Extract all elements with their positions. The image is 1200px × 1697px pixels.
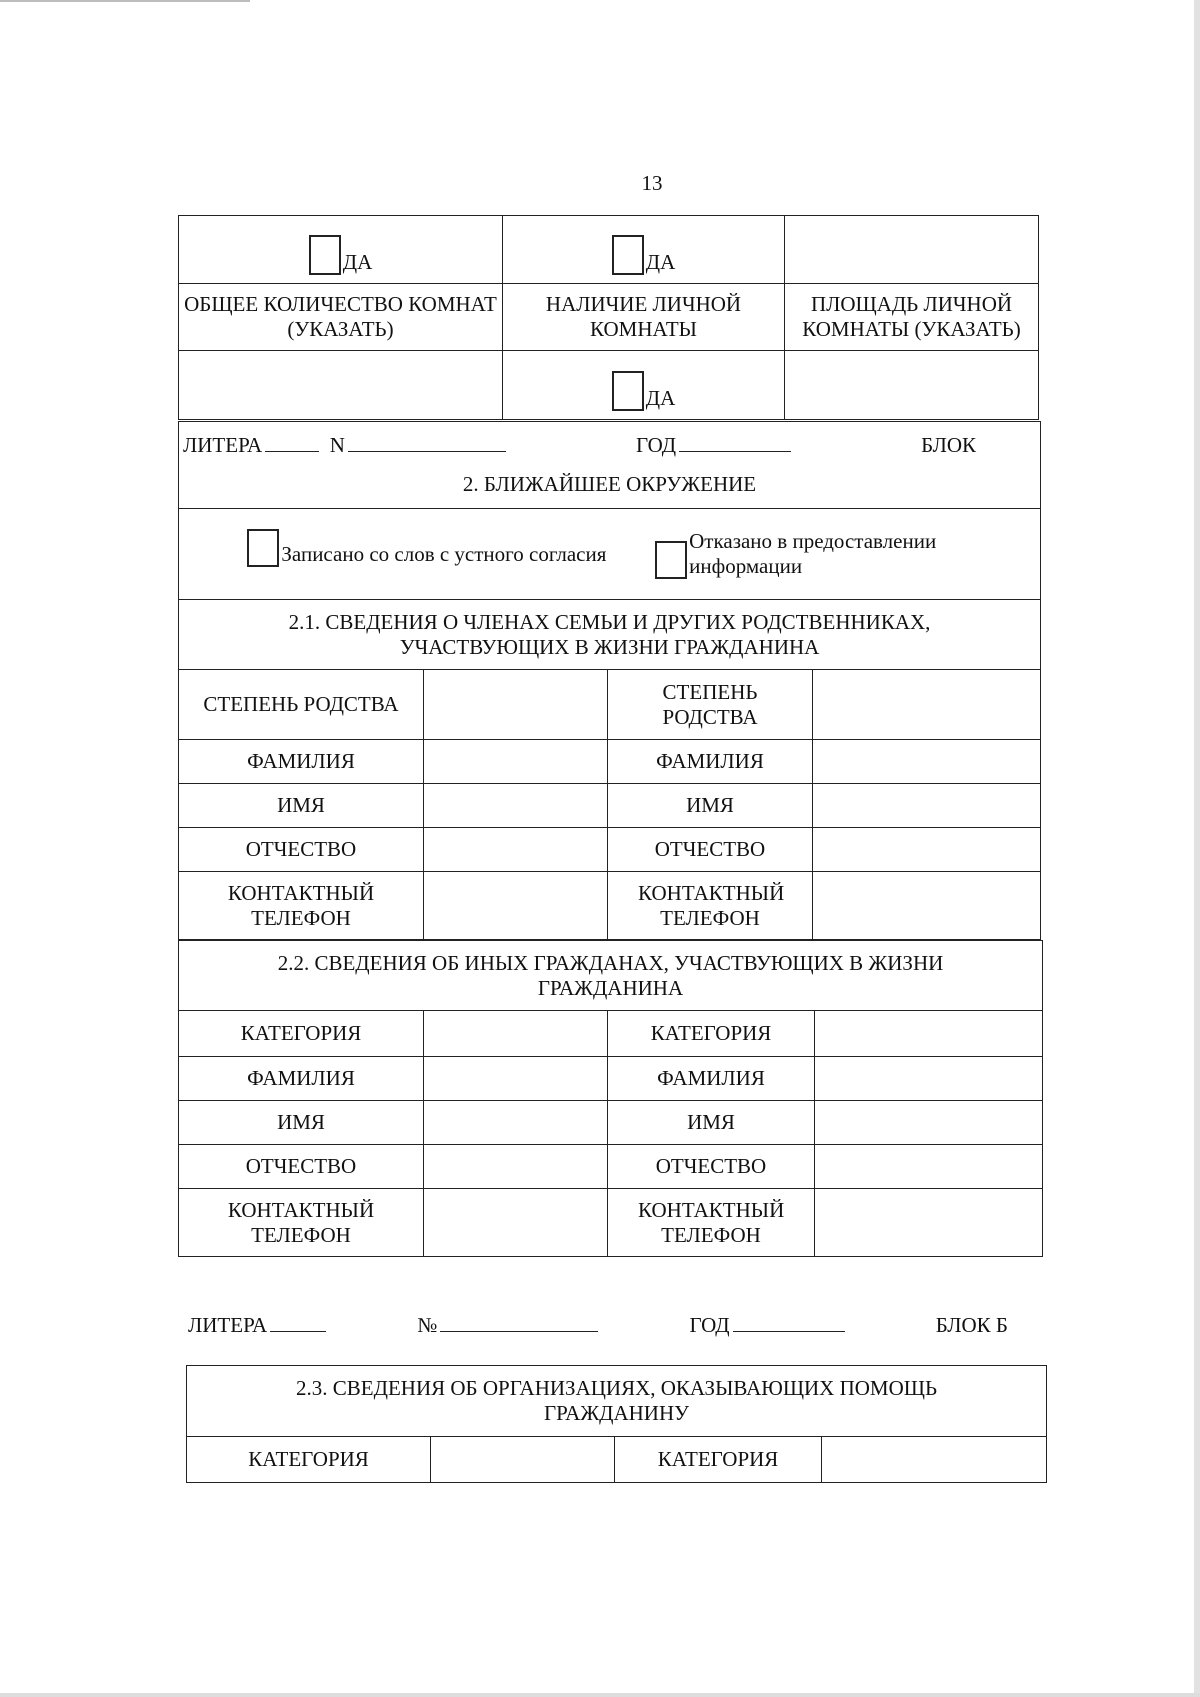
field-org-category-2[interactable]: [822, 1437, 1047, 1483]
label-relation-1: СТЕПЕНЬ РОДСТВА: [179, 670, 424, 740]
scan-edge-right: [1194, 0, 1200, 1697]
label-phone-3: КОНТАКТНЫЙ ТЕЛЕФОН: [179, 1189, 424, 1257]
label-phone-4: КОНТАКТНЫЙ ТЕЛЕФОН: [608, 1189, 815, 1257]
god-label: ГОД: [635, 433, 677, 457]
litera-row: [179, 422, 1041, 509]
no-label-b: №: [417, 1313, 438, 1337]
page-number: 13: [641, 171, 663, 195]
label-surname-3: ФАМИЛИЯ: [179, 1057, 424, 1101]
label-name-4: ИМЯ: [608, 1101, 815, 1145]
section21-title-row: [179, 600, 1041, 670]
god-blank-b[interactable]: [733, 1330, 845, 1332]
label-name-1: ИМЯ: [179, 784, 424, 828]
no-blank-b[interactable]: [440, 1330, 598, 1332]
housing-row-headers: [179, 284, 1039, 351]
field-patronymic-3[interactable]: [424, 1145, 608, 1189]
label-relation-2: СТЕПЕНЬ РОДСТВА: [608, 670, 813, 740]
checkbox-label: ДА: [645, 250, 676, 274]
god-field: [636, 433, 791, 458]
header-personal-room: НАЛИЧИЕ ЛИЧНОЙ КОМНАТЫ: [503, 284, 785, 351]
field-name-2[interactable]: [813, 784, 1041, 828]
table-row: [179, 872, 1041, 940]
god-label-b: ГОД: [689, 1313, 730, 1337]
environment-table: [178, 421, 1041, 940]
checkbox-refused[interactable]: [655, 541, 687, 579]
litera-cell: [179, 422, 1041, 509]
field-phone-2[interactable]: [813, 872, 1041, 940]
field-surname-1[interactable]: [424, 740, 608, 784]
field-surname-3[interactable]: [424, 1057, 608, 1101]
label-org-category-2: КАТЕГОРИЯ: [615, 1437, 822, 1483]
label-patronymic-4: ОТЧЕСТВО: [608, 1145, 815, 1189]
no-field-b: [417, 1313, 598, 1338]
field-name-1[interactable]: [424, 784, 608, 828]
header-total-rooms: ОБЩЕЕ КОЛИЧЕСТВО КОМНАТ (УКАЗАТЬ): [179, 284, 503, 351]
litera-label-b: ЛИТЕРА: [188, 1313, 268, 1337]
label-category-1: КАТЕГОРИЯ: [179, 1011, 424, 1057]
field-patronymic-2[interactable]: [813, 828, 1041, 872]
table-row: [179, 670, 1041, 740]
table-row: [179, 1011, 1043, 1057]
label-patronymic-1: ОТЧЕСТВО: [179, 828, 424, 872]
housing-cell-rooms-check: [179, 216, 503, 284]
litera-field-b: [188, 1313, 326, 1338]
n-label: N: [329, 433, 345, 457]
checkbox-consent[interactable]: [247, 529, 279, 567]
field-name-4[interactable]: [815, 1101, 1043, 1145]
housing-row-checkboxes: [179, 216, 1039, 284]
field-category-2[interactable]: [815, 1011, 1043, 1057]
consent-option-1: [217, 529, 637, 567]
section2-title: 2. БЛИЖАЙШЕЕ ОКРУЖЕНИЕ: [462, 472, 757, 496]
checkbox-label: ДА: [645, 386, 676, 410]
field-personal-room-area[interactable]: [785, 351, 1039, 420]
label-patronymic-2: ОТЧЕСТВО: [608, 828, 813, 872]
scan-edge-top: [0, 0, 250, 2]
litera-blank-b[interactable]: [270, 1330, 326, 1332]
label-surname-4: ФАМИЛИЯ: [608, 1057, 815, 1101]
table-row: [179, 1101, 1043, 1145]
checkbox-personal-room-yes-2[interactable]: [612, 371, 644, 411]
field-org-category-1[interactable]: [431, 1437, 615, 1483]
field-total-rooms[interactable]: [179, 351, 503, 420]
consent-row: [179, 509, 1041, 600]
housing-cell-empty[interactable]: [785, 216, 1039, 284]
organizations-table: [186, 1365, 1047, 1483]
label-surname-2: ФАМИЛИЯ: [608, 740, 813, 784]
litera-line-block-b: [188, 1313, 1008, 1338]
field-phone-4[interactable]: [815, 1189, 1043, 1257]
refused-label: Отказано в предоставлении информации: [689, 529, 937, 578]
label-name-3: ИМЯ: [179, 1101, 424, 1145]
scan-edge-bottom: [0, 1693, 1200, 1697]
blok-label-b: БЛОК Б: [935, 1313, 1008, 1337]
label-phone-1: КОНТАКТНЫЙ ТЕЛЕФОН: [179, 872, 424, 940]
checkbox-label: ДА: [342, 250, 373, 274]
section21-title: 2.1. СВЕДЕНИЯ О ЧЛЕНАХ СЕМЬИ И ДРУГИХ РОДСТВЕННИКАХ, УЧАСТВУЮЩИХ В ЖИЗНИ ГРАЖДАНИНА: [179, 600, 1041, 670]
table-row: [179, 1057, 1043, 1101]
label-org-category-1: КАТЕГОРИЯ: [187, 1437, 431, 1483]
other-citizens-table: [178, 940, 1043, 1257]
field-relation-1[interactable]: [424, 670, 608, 740]
label-patronymic-3: ОТЧЕСТВО: [179, 1145, 424, 1189]
field-phone-3[interactable]: [424, 1189, 608, 1257]
table-row: [179, 1189, 1043, 1257]
field-patronymic-4[interactable]: [815, 1145, 1043, 1189]
housing-cell-personal-room-check: [503, 216, 785, 284]
table-row: [187, 1437, 1047, 1483]
consent-option-2: [642, 529, 1002, 579]
table-row: [179, 1145, 1043, 1189]
field-surname-2[interactable]: [813, 740, 1041, 784]
consent-cell: [179, 509, 1041, 600]
field-surname-4[interactable]: [815, 1057, 1043, 1101]
section23-title: 2.3. СВЕДЕНИЯ ОБ ОРГАНИЗАЦИЯХ, ОКАЗЫВАЮЩИХ ПОМОЩЬ ГРАЖДАНИНУ: [187, 1366, 1047, 1437]
checkbox-rooms-yes[interactable]: [309, 235, 341, 275]
section23-title-row: [187, 1366, 1047, 1437]
god-blank[interactable]: [679, 450, 791, 452]
field-phone-1[interactable]: [424, 872, 608, 940]
blok-label: БЛОК: [921, 433, 977, 457]
table-row: [179, 740, 1041, 784]
checkbox-personal-room-yes[interactable]: [612, 235, 644, 275]
section22-title-row: [179, 941, 1043, 1011]
field-category-1[interactable]: [424, 1011, 608, 1057]
litera-label: ЛИТЕРА: [183, 433, 263, 457]
housing-cell-personal-room-check-2: [503, 351, 785, 420]
section22-title: 2.2. СВЕДЕНИЯ ОБ ИНЫХ ГРАЖДАНАХ, УЧАСТВУЮЩИХ В ЖИЗНИ ГРАЖДАНИНА: [179, 941, 1043, 1011]
table-row: [179, 828, 1041, 872]
field-name-3[interactable]: [424, 1101, 608, 1145]
field-relation-2[interactable]: [813, 670, 1041, 740]
label-category-2: КАТЕГОРИЯ: [608, 1011, 815, 1057]
god-field-b: [690, 1313, 845, 1338]
litera-field: [183, 433, 506, 458]
label-phone-2: КОНТАКТНЫЙ ТЕЛЕФОН: [608, 872, 813, 940]
consent-label: Записано со слов с устного согласия: [281, 542, 607, 566]
header-personal-room-area: ПЛОЩАДЬ ЛИЧНОЙ КОМНАТЫ (УКАЗАТЬ): [785, 284, 1039, 351]
table-row: [179, 784, 1041, 828]
housing-row-values: [179, 351, 1039, 420]
litera-blank[interactable]: [265, 450, 319, 452]
label-surname-1: ФАМИЛИЯ: [179, 740, 424, 784]
n-blank[interactable]: [348, 450, 506, 452]
field-patronymic-1[interactable]: [424, 828, 608, 872]
label-name-2: ИМЯ: [608, 784, 813, 828]
housing-table: [178, 215, 1039, 420]
litera-fields: [183, 433, 1036, 458]
